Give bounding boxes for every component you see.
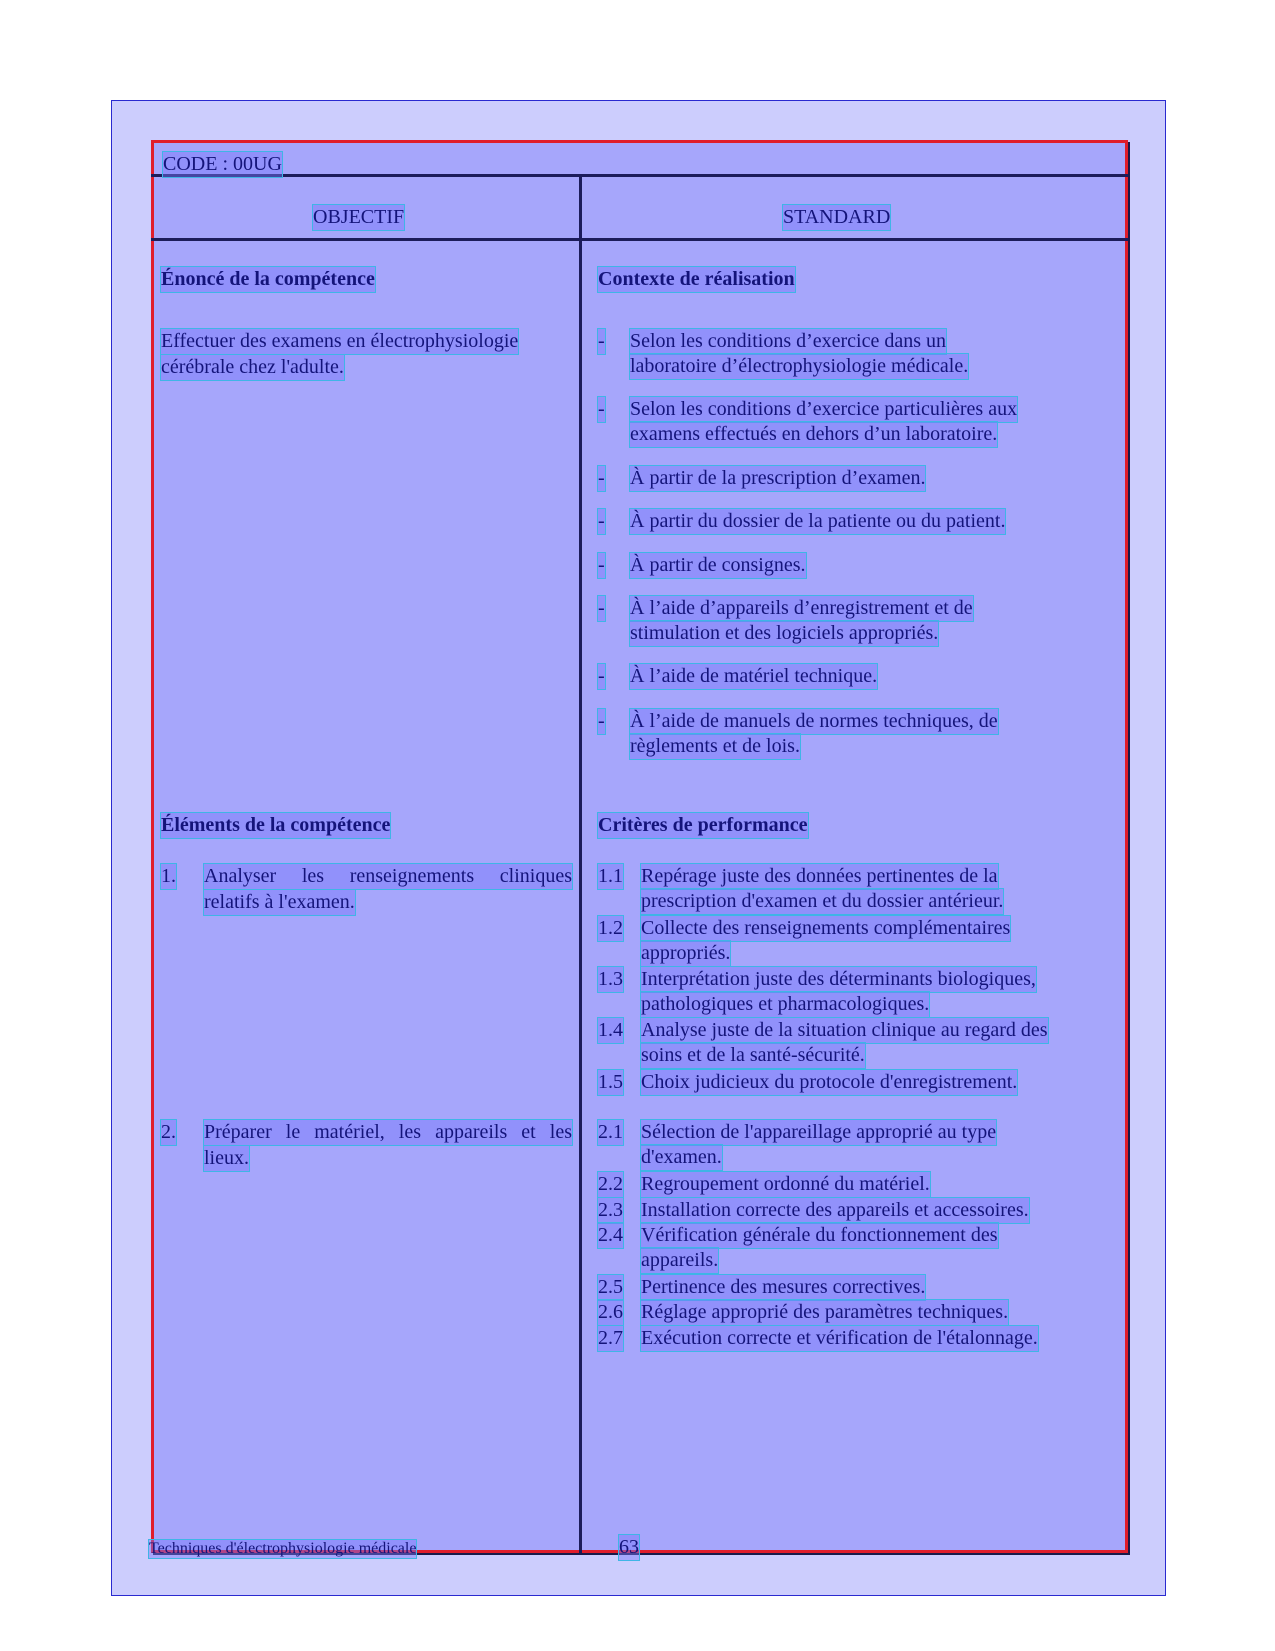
contexte-title: Contexte de réalisation: [598, 268, 795, 290]
contexte-item-line1: À partir de consignes.: [630, 554, 806, 576]
contexte-item-line1: À l’aide de matériel technique.: [630, 665, 878, 687]
criterion-text-line1: Pertinence des mesures correctives.: [641, 1276, 926, 1298]
criterion-number: 2.3: [598, 1199, 623, 1221]
enonce-text-line1: Effectuer des examens en électrophysiologie: [161, 330, 519, 352]
contexte-item-line1: Selon les conditions d’exercice dans un: [630, 330, 947, 352]
criterion-number: 1.1: [598, 865, 623, 887]
element-text-line1: Analyser les renseignements cliniques: [204, 865, 572, 887]
criterion-text-line2: appropriés.: [641, 942, 731, 964]
element-number: 1.: [161, 865, 176, 887]
contexte-item-line1: À l’aide d’appareils d’enregistrement et de: [630, 597, 973, 619]
criterion-text-line2: prescription d'examen et du dossier antérieur.: [641, 890, 1004, 912]
element-text-line2: relatifs à l'examen.: [204, 891, 355, 913]
element-number: 2.: [161, 1121, 176, 1143]
column-divider: [579, 174, 582, 1553]
contexte-item-line2: laboratoire d’électrophysiologie médicale.: [630, 355, 969, 377]
criterion-text-line2: pathologiques et pharmacologiques.: [641, 993, 930, 1015]
contexte-bullet: -: [598, 597, 605, 619]
criterion-text-line1: Interprétation juste des déterminants biologiques,: [641, 968, 1036, 990]
criterion-text-line1: Exécution correcte et vérification de l'étalonnage.: [641, 1327, 1038, 1349]
column-header-standard: STANDARD: [783, 206, 891, 228]
contexte-item-line2: stimulation et des logiciels appropriés.: [630, 622, 939, 644]
criterion-number: 2.1: [598, 1121, 623, 1143]
criteres-title: Critères de performance: [598, 814, 808, 836]
criterion-text-line2: d'examen.: [641, 1146, 722, 1168]
criterion-text-line1: Repérage juste des données pertinentes de la: [641, 865, 998, 887]
criterion-text-line2: appareils.: [641, 1249, 719, 1271]
contexte-bullet: -: [598, 554, 605, 576]
contexte-bullet: -: [598, 510, 605, 532]
contexte-bullet: -: [598, 398, 605, 420]
contexte-bullet: -: [598, 467, 605, 489]
criterion-number: 2.7: [598, 1327, 623, 1349]
contexte-item-line1: À partir du dossier de la patiente ou du patient.: [630, 510, 1006, 532]
contexte-item-line2: examens effectués en dehors d’un laboratoire.: [630, 423, 998, 445]
criterion-number: 2.6: [598, 1301, 623, 1323]
footer-program-name: Techniques d'électrophysiologie médicale: [149, 1540, 417, 1557]
competency-code: CODE : 00UG: [163, 153, 282, 175]
criterion-number: 1.5: [598, 1071, 623, 1093]
contexte-item-line1: À partir de la prescription d’examen.: [630, 467, 926, 489]
element-text-line1: Préparer le matériel, les appareils et les: [204, 1121, 572, 1143]
elements-title: Éléments de la compétence: [161, 814, 391, 836]
contexte-item-line1: Selon les conditions d’exercice particulières aux: [630, 398, 1018, 420]
criterion-text-line1: Sélection de l'appareillage approprié au type: [641, 1121, 997, 1143]
criterion-text-line1: Installation correcte des appareils et accessoires.: [641, 1199, 1029, 1221]
column-header-objectif: OBJECTIF: [313, 206, 405, 228]
contexte-bullet: -: [598, 710, 605, 732]
criterion-text-line1: Collecte des renseignements complémentaires: [641, 917, 1011, 939]
enonce-title: Énoncé de la compétence: [161, 268, 375, 290]
contexte-bullet: -: [598, 330, 605, 352]
criterion-number: 2.4: [598, 1224, 623, 1246]
criterion-text-line2: soins et de la santé-sécurité.: [641, 1044, 865, 1066]
criterion-text-line1: Vérification générale du fonctionnement des: [641, 1224, 998, 1246]
criterion-number: 1.3: [598, 968, 623, 990]
criterion-text-line1: Regroupement ordonné du matériel.: [641, 1173, 930, 1195]
criterion-number: 1.2: [598, 917, 623, 939]
criterion-number: 2.2: [598, 1173, 623, 1195]
contexte-item-line1: À l’aide de manuels de normes techniques, de: [630, 710, 998, 732]
columns-rule: [151, 238, 1128, 241]
criterion-number: 1.4: [598, 1019, 623, 1041]
criterion-text-line1: Analyse juste de la situation clinique au regard des: [641, 1019, 1048, 1041]
criterion-text-line1: Choix judicieux du protocole d'enregistrement.: [641, 1071, 1018, 1093]
contexte-bullet: -: [598, 665, 605, 687]
contexte-item-line2: règlements et de lois.: [630, 735, 800, 757]
criterion-text-line1: Réglage approprié des paramètres techniques.: [641, 1301, 1009, 1323]
page-number: 63: [619, 1536, 639, 1558]
criterion-number: 2.5: [598, 1276, 623, 1298]
enonce-text-line2: cérébrale chez l'adulte.: [161, 356, 344, 378]
header-rule: [151, 174, 1128, 177]
element-text-line2: lieux.: [204, 1147, 249, 1169]
